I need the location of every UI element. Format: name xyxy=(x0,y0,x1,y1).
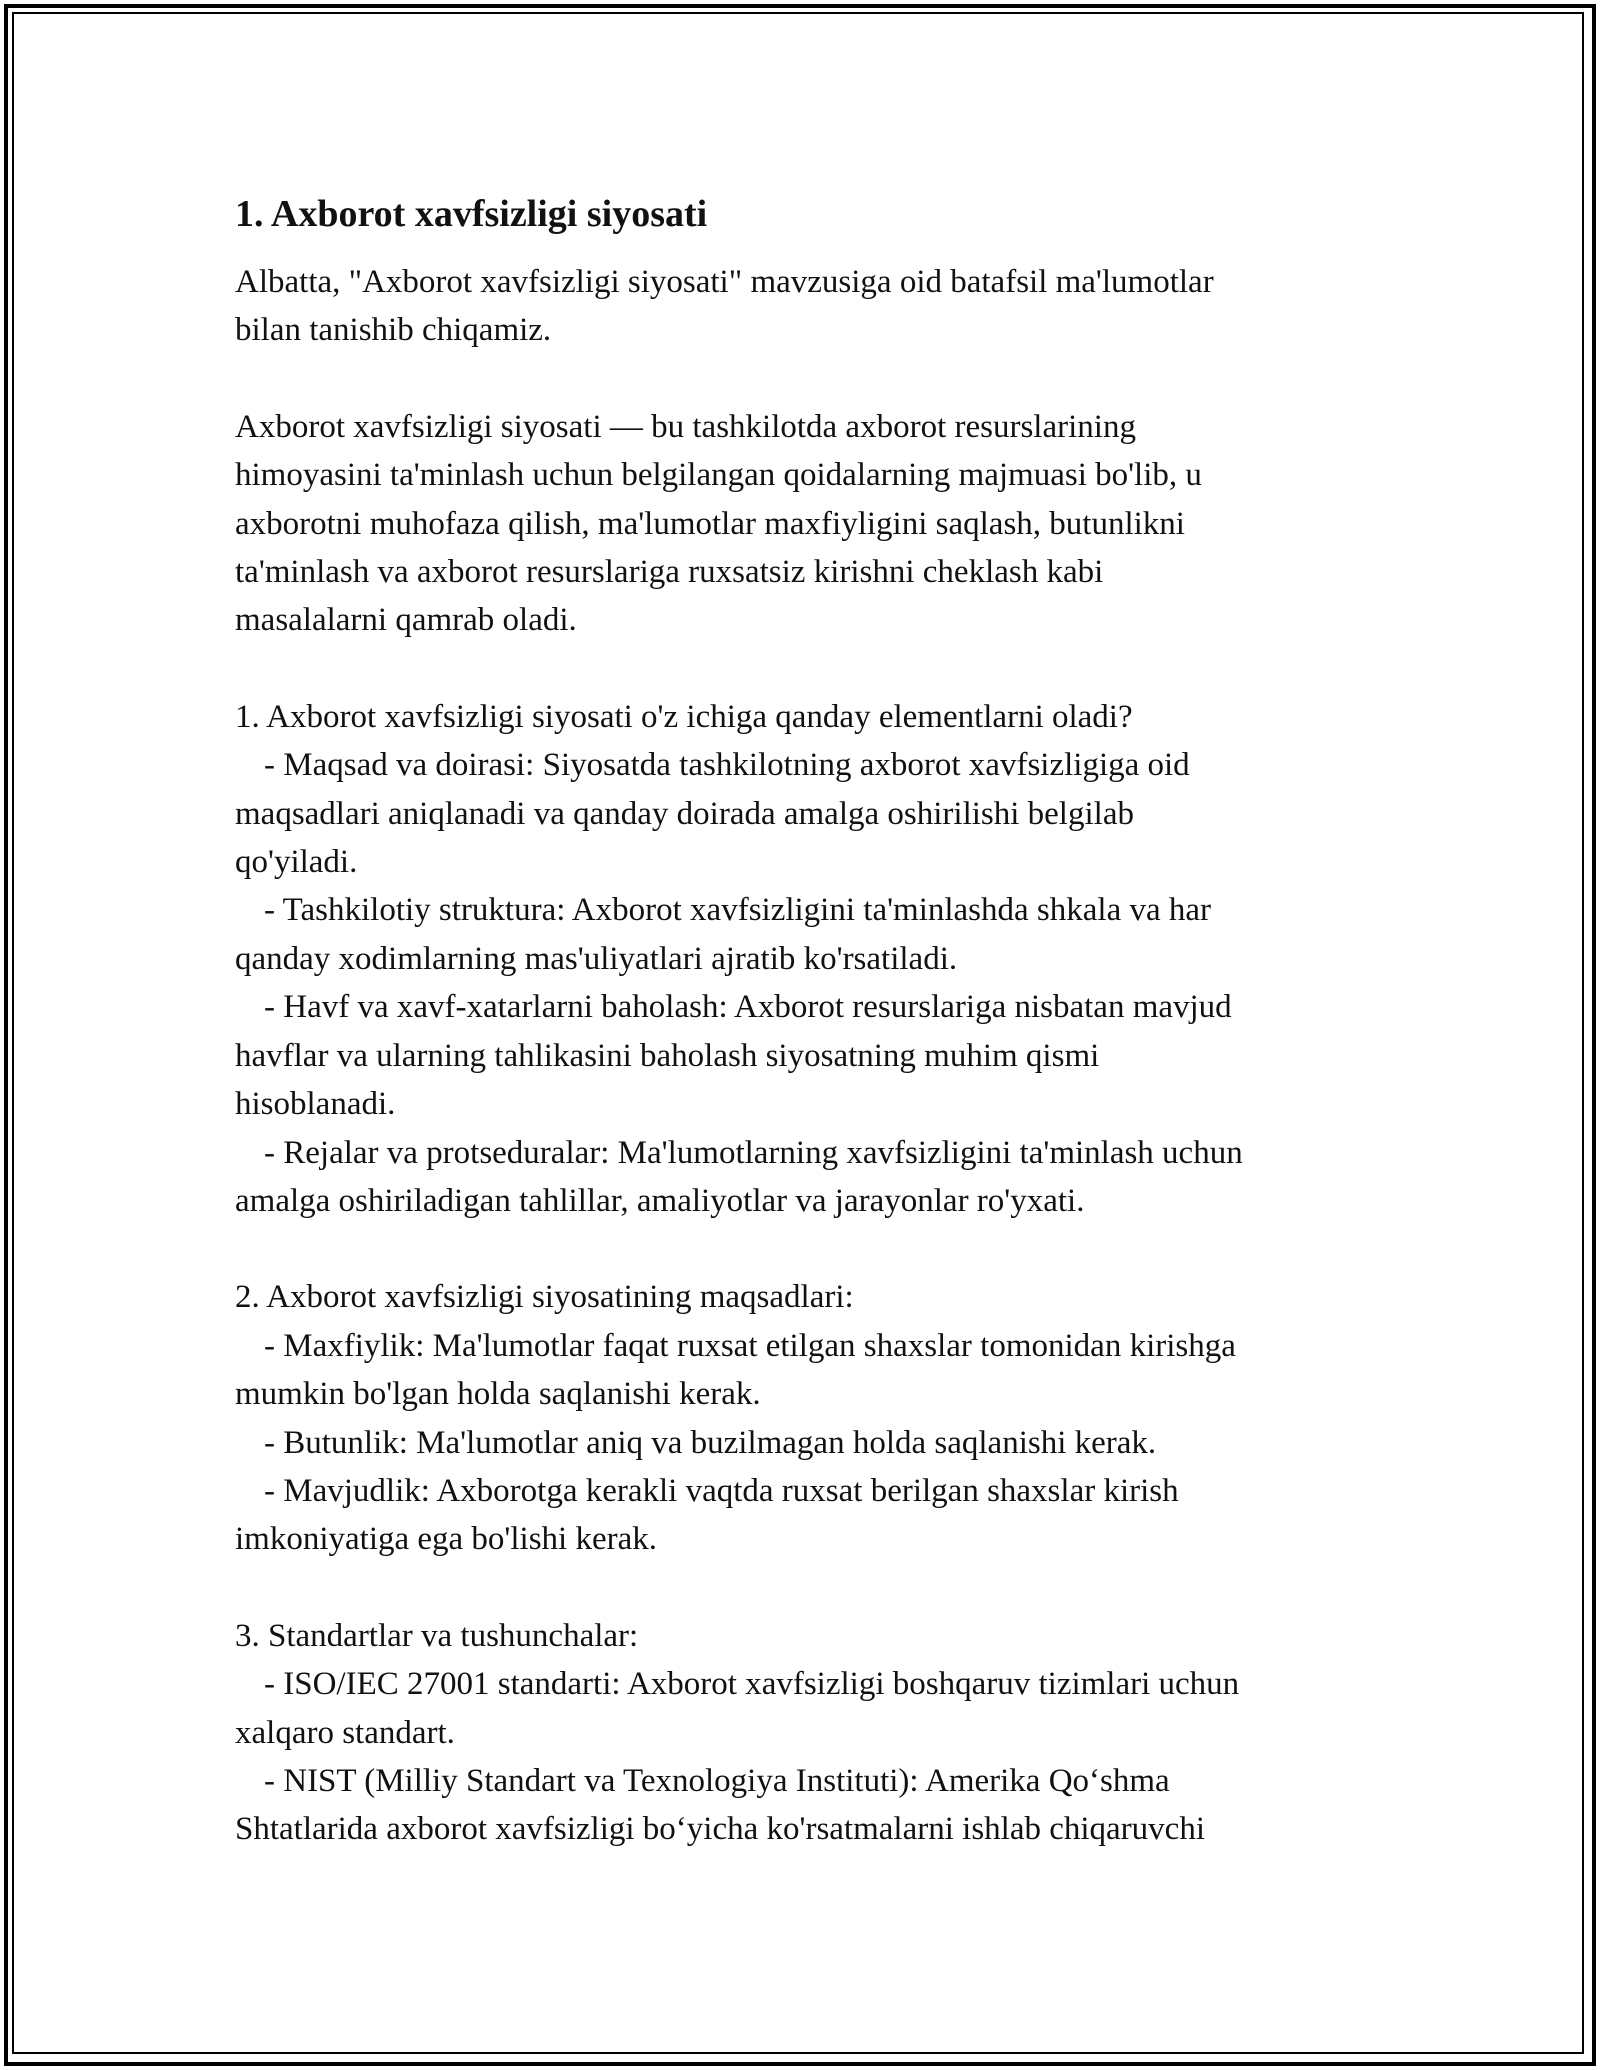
paragraph-gap xyxy=(235,645,1365,693)
list-item: - Butunlik: Ma'lumotlar aniq va buzilmagan holda saqlanishi kerak. xyxy=(264,1424,1157,1461)
section-heading: 1. Axborot xavfsizligi siyosati o'z ichiga qanday elementlarni oladi? xyxy=(235,698,1133,735)
section-heading: 3. Standartlar va tushunchalar: xyxy=(235,1617,639,1654)
list-item: - Maqsad va doirasi: Siyosatda tashkilotning axborot xavfsizligiga oid maqsadlari aniqlanadi va qanday doirada amalga oshirilishi belgilab qo'yiladi. xyxy=(235,747,1190,881)
paragraph-gap xyxy=(235,355,1365,403)
document-body xyxy=(235,190,1365,1854)
list-item: - Rejalar va protseduralar: Ma'lumotlarning xavfsizligini ta'minlash uchun amalga oshiriladigan tahlillar, amaliyotlar va jarayonlar ro'yxati. xyxy=(235,1134,1243,1219)
list-item: - Havf va xavf-xatarlarni baholash: Axborot resurslariga nisbatan mavjud havflar va ularning tahlikasini baholash siyosatning muhim qismi hisoblanadi. xyxy=(235,989,1232,1123)
section-goals xyxy=(235,1273,1365,1563)
section-standards xyxy=(235,1612,1365,1854)
document-title: 1. Axborot xavfsizligi siyosati xyxy=(235,193,708,235)
list-item: - NIST (Milliy Standart va Texnologiya Instituti): Amerika Qo‘shma Shtatlarida axborot xavfsizligi bo‘yicha ko'rsatmalarni ishlab chiqaruvchi xyxy=(235,1762,1205,1848)
list-item: - ISO/IEC 27001 standarti: Axborot xavfsizligi boshqaruv tizimlari uchun xalqaro standart. xyxy=(235,1666,1240,1751)
section-elements xyxy=(235,693,1365,1225)
list-item: - Mavjudlik: Axborotga kerakli vaqtda ruxsat berilgan shaxslar kirish imkoniyatiga ega bo'lishi kerak. xyxy=(235,1472,1179,1558)
definition-paragraph: Axborot xavfsizligi siyosati — bu tashkilotda axborot resurslarining himoyasini ta'minlash uchun belgilangan qoidalarning majmuasi bo'lib, u axborotni muhofaza qilish, ma'lumotlar maxfiyligini saqlash, butunlikni ta'minlash va axborot resurslariga ruxsatsiz kirishni cheklash kabi masalalarni qamrab oladi. xyxy=(235,408,1202,639)
list-item: - Tashkilotiy struktura: Axborot xavfsizligini ta'minlashda shkala va har qanday xodimlarning mas'uliyatlari ajratib ko'rsatiladi. xyxy=(235,892,1212,977)
intro-paragraph: Albatta, "Axborot xavfsizligi siyosati" mavzusiga oid batafsil ma'lumotlar bilan tanishib chiqamiz. xyxy=(235,264,1214,349)
list-item: - Maxfiylik: Ma'lumotlar faqat ruxsat etilgan shaxslar tomonidan kirishga mumkin bo'lgan holda saqlanishi kerak. xyxy=(235,1327,1236,1413)
paragraph-gap xyxy=(235,1564,1365,1612)
section-heading: 2. Axborot xavfsizligi siyosatining maqsadlari: xyxy=(235,1279,854,1316)
paragraph-gap xyxy=(235,1225,1365,1273)
